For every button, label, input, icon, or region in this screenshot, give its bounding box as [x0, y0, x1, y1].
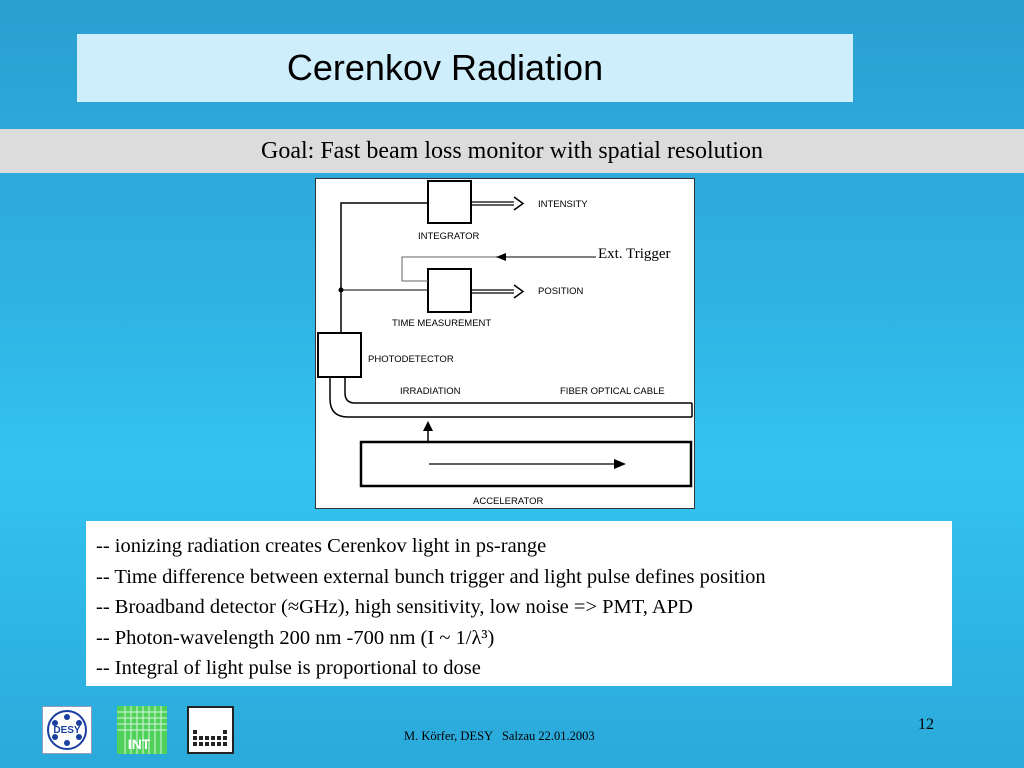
time-measurement-label: TIME MEASUREMENT: [392, 318, 492, 329]
title-box: [77, 34, 853, 102]
hmi-logo: [187, 706, 234, 754]
accelerator-label: ACCELERATOR: [473, 496, 544, 507]
beam-loss-monitor-diagram: [315, 178, 695, 509]
footer-text: M. Körfer, DESY Salzau 22.01.2003: [404, 729, 595, 743]
fiber-optical-cable: [330, 377, 692, 417]
hmi-logo-icon: [189, 708, 232, 752]
wire-to-integrator: [341, 203, 428, 333]
diagram-drawing: [316, 179, 696, 510]
desy-logo: [42, 706, 92, 754]
desy-logo-text: DESY: [53, 725, 81, 736]
bullet-item: -- Broadband detector (≈GHz), high sensitivity, low noise => PMT, APD: [96, 596, 693, 618]
bullet-item: -- Photon-wavelength 200 nm -700 nm (I ~ 1/λ³): [96, 626, 495, 649]
bullet-list: [86, 521, 952, 686]
intensity-arrow: [471, 202, 514, 205]
subtitle-band: [0, 129, 1024, 173]
bullet-item: -- ionizing radiation creates Cerenkov light in ps-range: [96, 535, 547, 557]
desy-logo-icon: [43, 707, 91, 753]
fiber-optical-cable-label: FIBER OPTICAL CABLE: [560, 386, 665, 397]
irradiation-label: IRRADIATION: [400, 386, 461, 397]
slide-subtitle: Goal: Fast beam loss monitor with spatial resolution: [261, 137, 763, 164]
bullet-item: -- Integral of light pulse is proportional to dose: [96, 657, 481, 679]
integrator-box: [428, 181, 471, 223]
int-logo: [117, 706, 167, 754]
intensity-label: INTENSITY: [538, 199, 588, 210]
page-number: 12: [918, 716, 934, 733]
bullet-item: -- Time difference between external bunch trigger and light pulse defines position: [96, 565, 766, 588]
int-logo-icon: [117, 706, 167, 754]
position-label: POSITION: [538, 286, 584, 297]
time-measurement-box: [428, 269, 471, 312]
photodetector-label: PHOTODETECTOR: [368, 354, 454, 365]
photodetector-box: [318, 333, 361, 377]
position-arrow: [471, 290, 514, 293]
integrator-label: INTEGRATOR: [418, 231, 480, 242]
slide-title: Cerenkov Radiation: [286, 47, 604, 88]
ext-trigger-label: Ext. Trigger: [598, 246, 671, 262]
int-logo-text: INT: [127, 736, 151, 752]
